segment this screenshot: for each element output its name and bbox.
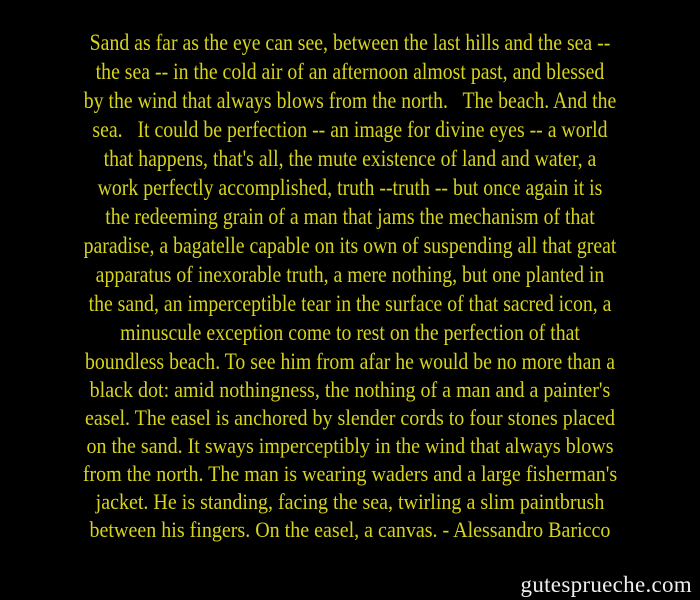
quote-line: on the sand. It sways imperceptibly in the wind that always blows: [86, 433, 614, 458]
quote-line: paradise, a bagatelle capable on its own of suspending all that great: [83, 233, 617, 258]
quote-line: the sea -- in the cold air of an afternoon almost past, and blessed: [95, 59, 605, 84]
quote-line: Sand as far as the eye can see, between the last hills and the sea --: [89, 30, 611, 55]
quote-line: from the north. The man is wearing waders and a large fisherman's: [82, 461, 618, 486]
quote-line: boundless beach. To see him from afar he would be no more than a: [85, 349, 615, 374]
quote-line: jacket. He is standing, facing the sea, twirling a slim paintbrush: [95, 489, 605, 514]
quote-line: between his fingers. On the easel, a canvas. - Alessandro Baricco: [89, 517, 611, 542]
quote-line: minuscule exception come to rest on the perfection of that: [120, 320, 580, 345]
quote-paragraph-2: [32, 376, 669, 544]
quote-line: work perfectly accomplished, truth --truth -- but once again it is: [97, 175, 603, 200]
quote-line: sea. It could be perfection -- an image for divine eyes -- a world: [92, 117, 608, 142]
quote-line: easel. The easel is anchored by slender cords to four stones placed: [85, 405, 615, 430]
quote-line: the redeeming grain of a man that jams the mechanism of that: [105, 204, 595, 229]
quote-line: that happens, that's all, the mute existence of land and water, a: [103, 146, 597, 171]
quote-line: apparatus of inexorable truth, a mere nothing, but one planted in: [95, 262, 605, 287]
quote-paragraph-1: [49, 0, 651, 376]
quote-line: by the wind that always blows from the north. The beach. And the: [83, 88, 617, 113]
site-watermark: gutesprueche.com: [520, 571, 692, 597]
quote-line: the sand, an imperceptible tear in the surface of that sacred icon, a: [88, 291, 612, 316]
quote-line: black dot: amid nothingness, the nothing of a man and a painter's: [89, 377, 611, 402]
